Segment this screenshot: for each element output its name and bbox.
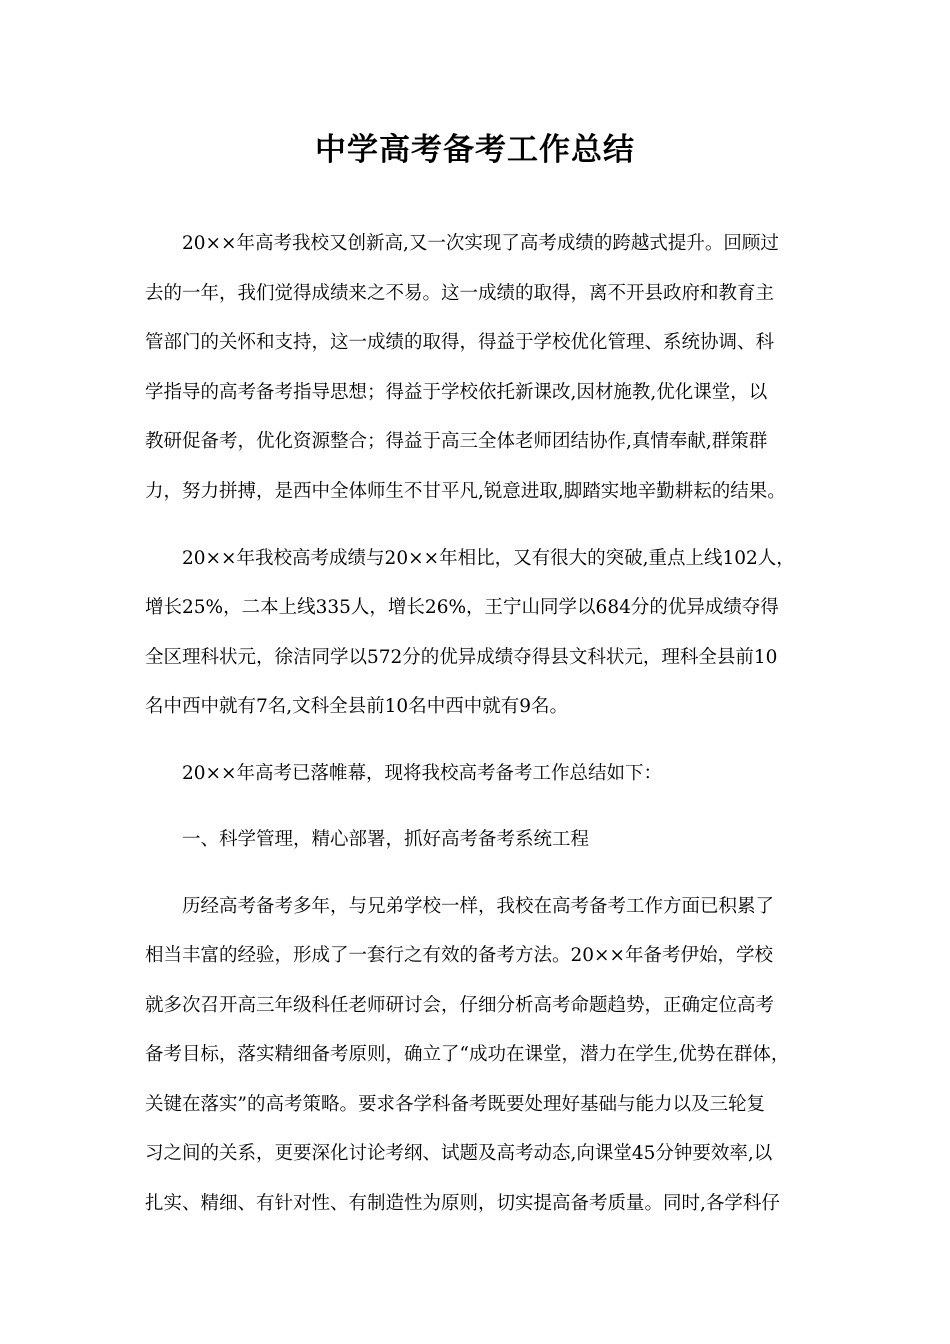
paragraph-5-line-3: 就多次召开高三年级科任老师研讨会，仔细分析高考命题趋势，正确定位高考 bbox=[145, 995, 775, 1016]
paragraph-1-line-6: 力，努力拼搏，是西中全体师生不甘平凡,锐意进取,脚踏实地辛勤耕耘的结果。 bbox=[145, 481, 786, 502]
document-title: 中学高考备考工作总结 bbox=[315, 132, 635, 168]
paragraph-5-line-1: 历经高考备考多年，与兄弟学校一样，我校在高考备考工作方面已积累了 bbox=[182, 896, 775, 917]
paragraph-1-line-3: 管部门的关怀和支持，这一成绩的取得，得益于学校优化管理、系统协调、科 bbox=[145, 332, 775, 353]
paragraph-5-line-5: 关键在落实”的高考策略。要求各学科备考既要处理好基础与能力以及三轮复 bbox=[145, 1094, 765, 1115]
paragraph-3-line-1: 20××年高考已落帷幕，现将我校高考备考工作总结如下： bbox=[182, 763, 663, 784]
paragraph-5-line-6: 习之间的关系，更要深化讨论考纲、试题及高考动态,向课堂45分钟要效率,以 bbox=[145, 1143, 773, 1164]
paragraph-1-line-2: 去的一年，我们觉得成绩来之不易。这一成绩的取得，离不开县政府和教育主 bbox=[145, 283, 775, 304]
paragraph-2-line-4: 名中西中就有7名,文科全县前10名中西中就有9名。 bbox=[145, 696, 568, 717]
paragraph-1-line-4: 学指导的高考备考指导思想；得益于学校依托新课改,因材施教,优化课堂，以 bbox=[145, 382, 768, 403]
paragraph-1-line-5: 教研促备考，优化资源整合；得益于高三全体老师团结协作,真情奉献,群策群 bbox=[145, 431, 768, 452]
paragraph-2-line-1: 20××年我校高考成绩与20××年相比，又有很大的突破,重点上线102人， bbox=[182, 548, 795, 569]
paragraph-1-line-1: 20××年高考我校又创新高,又一次实现了高考成绩的跨越式提升。回顾过 bbox=[182, 233, 779, 254]
paragraph-5-line-7: 扎实、精细、有针对性、有制造性为原则，切实提高备考质量。同时,各学科仔 bbox=[145, 1193, 780, 1214]
paragraph-5-line-2: 相当丰富的经验，形成了一套行之有效的备考方法。20××年备考伊始，学校 bbox=[145, 945, 774, 966]
paragraph-2-line-2: 增长25%，二本上线335人，增长26%，王宁山同学以684分的优异成绩夺得 bbox=[145, 597, 779, 618]
paragraph-2-line-3: 全区理科状元，徐洁同学以572分的优异成绩夺得县文科状元，理科全县前10 bbox=[145, 647, 778, 668]
section-heading-1: 一、科学管理，精心部署，抓好高考备考系统工程 bbox=[182, 829, 590, 850]
paragraph-5-line-4: 备考目标，落实精细备考原则，确立了“成功在课堂，潜力在学生,优势在群体， bbox=[145, 1044, 790, 1065]
